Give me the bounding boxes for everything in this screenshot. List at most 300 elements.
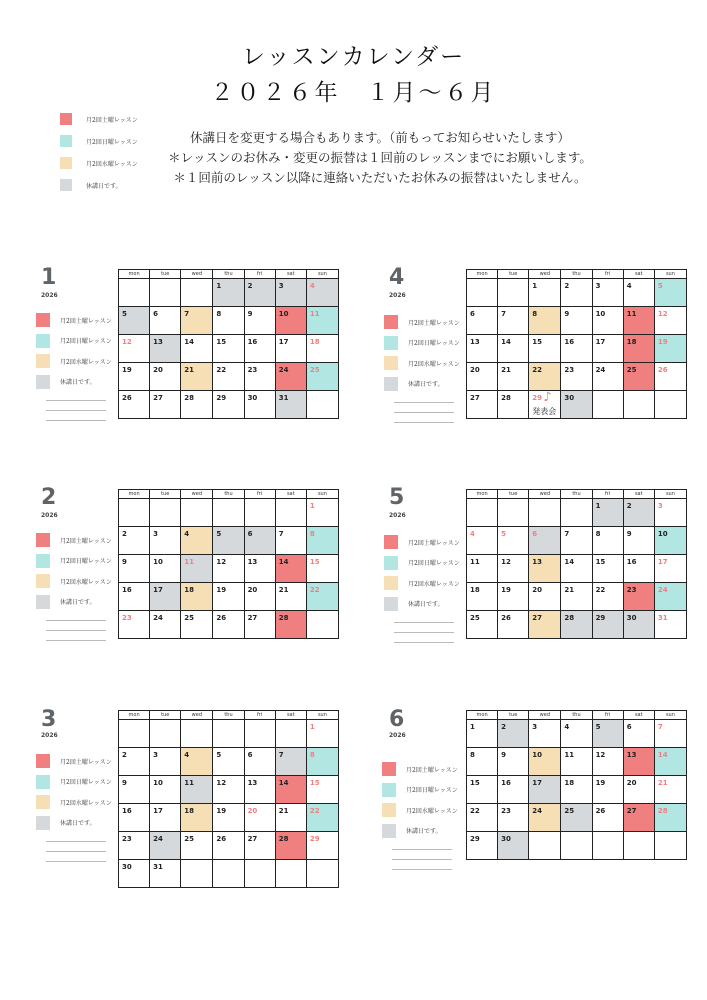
memo-line [394,422,454,423]
month-year: 2026 [41,732,58,739]
month-legend [384,312,460,432]
calendar-day [561,391,592,419]
month-year: 2026 [41,512,58,519]
legend-item [382,759,458,780]
calendar-week [467,279,687,307]
legend-label: 休講日です。 [408,601,444,609]
weekday-header: thu [561,711,592,720]
legend-item [384,594,460,615]
day-number: 16 [247,338,258,346]
weekday-header: sun [306,490,338,499]
day-number: 18 [564,779,575,787]
calendar-day [244,776,275,804]
calendar-day [150,391,181,419]
legend-label: 月2回水曜レッスン [60,358,112,366]
calendar-day [244,363,275,391]
day-number: 20 [532,586,543,594]
calendar-day [529,748,561,776]
memo-line [46,851,106,852]
calendar-day [275,748,306,776]
day-number: 7 [501,310,507,318]
calendar-week [119,832,339,860]
calendar-day [654,555,686,583]
day-number: 16 [626,558,637,566]
calendar-day [561,804,592,832]
calendar-day [498,391,529,419]
day-number: 15 [595,558,606,566]
calendar-day [181,391,213,419]
weekday-header: mon [119,490,150,499]
calendar-day [181,804,213,832]
calendar-empty-cell [623,832,654,860]
day-number: 24 [153,835,163,843]
calendar-empty-cell [150,720,181,748]
day-number: 1 [532,282,538,290]
day-number: 22 [470,807,480,815]
legend-item [36,530,112,551]
calendar-day [654,583,686,611]
calendar-week [119,860,339,888]
calendar-day [623,363,654,391]
calendar-day [150,363,181,391]
legend-item [36,571,112,592]
day-number: 23 [564,366,575,374]
calendar-day [150,611,181,639]
calendar-day [623,307,654,335]
calendar-day [561,555,592,583]
weekday-header: wed [529,490,561,499]
day-number: 15 [532,338,543,346]
calendar-day [592,335,623,363]
music-note-icon: ♪ [543,390,552,405]
memo-line [394,642,454,643]
day-number: 31 [657,614,668,622]
month-number: 5 [389,485,405,510]
day-number: 6 [247,751,253,759]
day-number: 21 [184,366,195,374]
day-number: 20 [470,366,480,374]
weekday-header: fri [592,270,623,279]
legend-swatch [384,377,398,391]
calendar-empty-cell [275,720,306,748]
day-number: 18 [309,338,320,346]
memo-lines [46,841,112,862]
day-number: 20 [247,807,258,815]
calendar-week [119,527,339,555]
day-number: 4 [470,530,475,538]
day-number: 25 [626,366,637,374]
calendar-day [244,583,275,611]
month-year: 2026 [389,512,406,519]
memo-line [392,869,452,870]
calendar-empty-cell [244,499,275,527]
calendar-day [529,555,561,583]
calendar-day [529,279,561,307]
weekday-header: tue [498,270,529,279]
calendar-day [654,611,686,639]
calendar-day [498,583,529,611]
weekday-header: wed [529,270,561,279]
day-number: 30 [247,394,258,402]
legend-item [36,551,112,572]
day-number: 7 [278,530,284,538]
note-line: 休講日を変更する場合もあります。（前もってお知らせいたします） [190,130,570,145]
calendar-day [213,583,244,611]
calendar-day [181,776,213,804]
calendar-day [150,583,181,611]
calendar-empty-cell [213,860,244,888]
calendar-empty-cell [244,720,275,748]
day-number: 29 [595,614,606,622]
day-number: 23 [501,807,511,815]
calendar-day [181,555,213,583]
legend-item [384,333,460,354]
calendar-empty-cell [654,391,686,419]
day-number: 26 [501,614,511,622]
legend-item [384,573,460,594]
legend-item [384,553,460,574]
day-number: 9 [122,779,127,787]
day-number: 4 [564,723,570,731]
legend-label: 休講日です。 [86,182,122,190]
legend-item [384,374,460,395]
calendar-day [213,555,244,583]
calendar-day [654,499,686,527]
day-number: 29 [532,394,543,402]
legend-swatch [384,597,398,611]
day-number: 25 [309,366,320,374]
weekday-header: sat [275,711,306,720]
month-number: 4 [389,265,405,290]
day-number: 23 [247,366,258,374]
legend-item [384,353,460,374]
calendar-week [467,804,687,832]
memo-line [46,420,106,421]
memo-line [46,861,106,862]
month-number: 6 [389,707,405,732]
calendar-day [592,279,623,307]
legend-label: 月2回日曜レッスン [86,138,138,146]
day-number: 14 [184,338,195,346]
day-number: 17 [278,338,289,346]
day-number: 25 [184,835,195,843]
calendar-day [213,335,244,363]
day-number: 28 [657,807,668,815]
calendar-day [181,748,213,776]
month-legend [384,532,460,652]
day-number: 13 [470,338,480,346]
day-number: 19 [216,807,227,815]
calendar-day [306,832,338,860]
legend-label: 月2回土曜レッスン [408,539,460,547]
day-number: 8 [309,751,315,759]
calendar-day [654,776,686,804]
day-number: 20 [247,586,258,594]
calendar-day [306,307,338,335]
swatch-holiday [60,179,72,191]
calendar-week [467,307,687,335]
weekday-header: fri [244,270,275,279]
calendar-grid [118,269,339,419]
day-number: 2 [501,723,507,731]
calendar-empty-cell [306,391,338,419]
calendar-day [181,832,213,860]
calendar-day [467,748,498,776]
day-number: 20 [153,366,163,374]
calendar-day [654,279,686,307]
day-number: 28 [501,394,511,402]
day-number: 1 [309,723,315,731]
calendar-day [561,583,592,611]
calendar-empty-cell [181,279,213,307]
calendar-day [244,335,275,363]
calendar-day [306,748,338,776]
day-number: 5 [595,723,601,731]
calendar-empty-cell [181,499,213,527]
calendar-day [467,804,498,832]
day-number: 14 [278,558,289,566]
month-year: 2026 [41,292,58,299]
day-number: 8 [470,751,475,759]
weekday-header: tue [498,711,529,720]
memo-line [392,859,452,860]
weekday-header: wed [181,270,213,279]
calendar-day [275,804,306,832]
calendar-day [306,363,338,391]
calendar-day [529,583,561,611]
legend-item [36,751,112,772]
calendar-day [213,776,244,804]
weekday-header: tue [150,711,181,720]
calendar-grid [466,710,687,860]
calendar-day [119,335,150,363]
day-number: 29 [470,835,480,843]
calendar-day [275,776,306,804]
day-number: 24 [595,366,606,374]
day-number: 22 [532,366,543,374]
legend-item [36,772,112,793]
day-number: 12 [216,558,227,566]
day-number: 15 [470,779,480,787]
month-legend [36,310,112,430]
legend-label: 休講日です。 [408,381,444,389]
calendar-day [244,279,275,307]
day-number: 12 [657,310,668,318]
day-number: 12 [122,338,132,346]
calendar-day [467,335,498,363]
day-number: 5 [216,530,222,538]
month-legend [36,530,112,650]
calendar-day [213,307,244,335]
calendar-day [275,611,306,639]
weekday-header: sun [306,270,338,279]
day-number: 2 [122,751,127,759]
day-number: 30 [122,863,132,871]
day-number: 3 [532,723,538,731]
calendar-day [592,611,623,639]
legend-label: 休講日です。 [60,820,96,828]
memo-lines [394,402,460,423]
calendar-day [150,527,181,555]
legend-item [384,532,460,553]
calendar-day [623,776,654,804]
weekday-header: mon [467,270,498,279]
day-number: 9 [247,310,253,318]
calendar-empty-cell [623,391,654,419]
calendar-day [529,611,561,639]
calendar-week [119,499,339,527]
day-number: 29 [309,835,320,843]
calendar-day [213,611,244,639]
calendar-week [119,307,339,335]
day-number: 24 [532,807,543,815]
legend-label: 月2回水曜レッスン [408,580,460,588]
legend-label: 月2回水曜レッスン [60,799,112,807]
legend-swatch [384,315,398,329]
calendar-empty-cell [529,499,561,527]
calendar-empty-cell [150,279,181,307]
calendar-day [623,611,654,639]
legend-item [36,310,112,331]
memo-line [46,640,106,641]
weekday-header: mon [467,490,498,499]
weekday-header: mon [467,711,498,720]
day-number: 27 [247,835,258,843]
calendar-empty-cell [150,499,181,527]
legend-swatch [384,556,398,570]
calendar-day [213,391,244,419]
day-number: 26 [657,366,668,374]
calendar-day [275,307,306,335]
calendar-day [150,748,181,776]
legend-label: 月2回日曜レッスン [60,558,112,566]
calendar-day [498,611,529,639]
calendar-empty-cell [275,499,306,527]
calendar-day [467,611,498,639]
day-number: 26 [216,835,227,843]
calendar-week [119,555,339,583]
calendar-empty-cell [467,499,498,527]
day-number: 21 [278,807,289,815]
weekday-header: fri [592,711,623,720]
weekday-header: fri [244,490,275,499]
day-number: 15 [216,338,227,346]
day-number: 13 [532,558,543,566]
swatch-sunday [60,135,72,147]
calendar-day [623,499,654,527]
calendar-day [213,748,244,776]
calendar-empty-cell [119,499,150,527]
day-number: 5 [122,310,127,318]
weekday-header: sat [623,270,654,279]
legend-swatch [36,354,50,368]
calendar-day [306,555,338,583]
day-number: 3 [153,751,159,759]
weekday-header: wed [181,711,213,720]
calendar-empty-cell [467,279,498,307]
legend-swatch [36,595,50,609]
calendar-day [561,307,592,335]
day-number: 16 [501,779,511,787]
day-number: 14 [278,779,289,787]
note-line: ＊１回前のレッスン以降に連絡いただいたお休みの振替はいたしません。 [173,170,587,185]
legend-label: 月2回土曜レッスン [86,116,138,124]
calendar-week [467,527,687,555]
memo-line [394,622,454,623]
day-number: 30 [626,614,637,622]
calendar-day [150,860,181,888]
calendar-day [561,363,592,391]
calendar-day [561,748,592,776]
weekday-header: thu [213,490,244,499]
weekday-header: wed [529,711,561,720]
memo-lines [394,622,460,643]
calendar-day [119,363,150,391]
calendar-day [213,804,244,832]
day-number: 7 [184,310,190,318]
calendar-empty-cell [181,720,213,748]
calendar-day [529,391,561,419]
calendar-day [467,307,498,335]
calendar-day [119,391,150,419]
legend-item [382,800,458,821]
legend-item [36,792,112,813]
calendar-day [181,611,213,639]
legend-swatch [36,313,50,327]
day-number: 4 [626,282,632,290]
day-number: 18 [184,807,195,815]
day-number: 2 [564,282,570,290]
calendar-day [529,307,561,335]
weekday-header: mon [119,711,150,720]
day-number: 3 [657,502,663,510]
calendar-day [498,527,529,555]
calendar-day [592,583,623,611]
weekday-header: sun [654,711,686,720]
day-number: 20 [626,779,637,787]
day-number: 14 [501,338,511,346]
day-number: 25 [184,614,195,622]
legend-item-holiday [60,174,138,196]
calendar-day [244,307,275,335]
calendar-day [498,555,529,583]
calendar-day [529,804,561,832]
calendar-week [467,391,687,419]
weekday-header: tue [150,490,181,499]
day-number: 28 [564,614,575,622]
day-number: 22 [309,807,320,815]
day-number: 23 [626,586,637,594]
weekday-header: thu [213,270,244,279]
day-number: 11 [184,558,195,566]
calendar-day [498,335,529,363]
calendar-day [275,583,306,611]
calendar-empty-cell [498,279,529,307]
day-number: 10 [532,751,543,759]
calendar-day [119,583,150,611]
day-number: 21 [657,779,668,787]
legend-item [382,780,458,801]
day-number: 29 [216,394,227,402]
day-number: 10 [657,530,668,538]
calendar-empty-cell [213,720,244,748]
calendar-day [561,611,592,639]
calendar-day [275,555,306,583]
calendar-empty-cell [529,832,561,860]
calendar-day [306,279,338,307]
memo-line [46,620,106,621]
calendar-day [623,279,654,307]
